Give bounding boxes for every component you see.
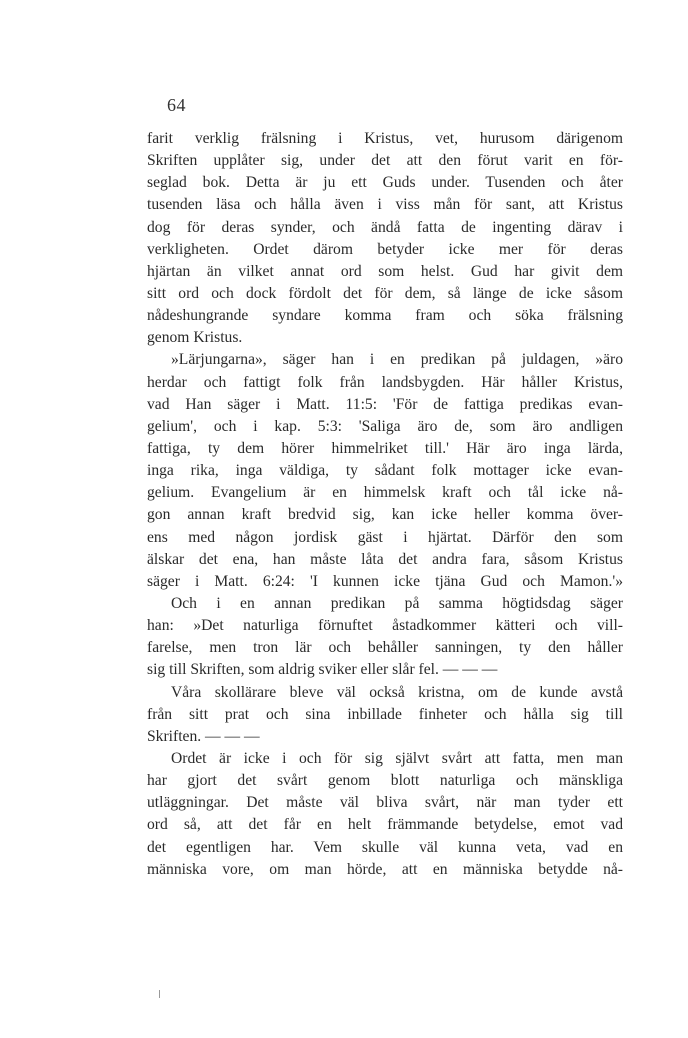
- text-line: verkligheten. Ordet därom betyder icke mer för deras: [147, 240, 623, 258]
- text-line: från sitt prat och sina inbillade finheter och hålla sig till: [147, 705, 623, 723]
- text-line: han: »Det naturliga förnuftet åstadkommer kätteri och vill-: [147, 617, 623, 635]
- text-line: älskar det ena, han måste låta det andra fara, såsom Kristus: [147, 550, 623, 568]
- body-text: [147, 128, 623, 881]
- text-line: farit verklig frälsning i Kristus, vet, hurusom därigenom: [147, 130, 623, 147]
- text-line: Ordet är icke i och för sig självt svårt att fatta, men man: [171, 749, 623, 767]
- text-line: människa vore, om man hörde, att en människa betydde nå-: [147, 860, 623, 878]
- text-line: seglad bok. Detta är ju ett Guds under. Tusenden och åter: [147, 174, 623, 192]
- text-line: utläggningar. Det måste väl bliva svårt, när man tyder ett: [147, 794, 623, 812]
- text-line: säger i Matt. 6:24: 'I kunnen icke tjäna Gud och Mamon.'»: [147, 572, 623, 590]
- text-line: inga rika, inga väldiga, ty sådant folk mottager icke evan-: [147, 462, 623, 480]
- text-line: ord så, att det får en helt främmande betydelse, emot vad: [147, 816, 623, 834]
- text-line: Skriften. — — —: [147, 727, 260, 745]
- text-line: hjärtan än vilket annat ord som helst. Gud har givit dem: [147, 262, 623, 280]
- text-line: gon annan kraft bredvid sig, kan icke heller komma över-: [147, 506, 623, 524]
- text-line: »Lärjungarna», säger han i en predikan på juldagen, »äro: [171, 351, 623, 369]
- text-line: farelse, men tron lär och behåller sanningen, ty den håller: [147, 639, 623, 657]
- text-line: det egentligen har. Vem skulle väl kunna veta, vad en: [147, 838, 623, 856]
- text-line: ens med någon jordisk gäst i hjärtat. Därför den som: [147, 528, 623, 546]
- text-line: Våra skollärare bleve väl också kristna, om de kunde avstå: [171, 683, 623, 701]
- text-line: dog för deras synder, och ändå fatta de ingenting därav i: [147, 218, 623, 236]
- text-line: sig till Skriften, som aldrig sviker eller slår fel. — — —: [147, 661, 498, 679]
- text-line: Skriften upplåter sig, under det att den förut varit en för-: [147, 152, 623, 170]
- text-line: sitt ord och dock fördolt det för dem, så länge de icke såsom: [147, 284, 623, 302]
- text-line: vad Han säger i Matt. 11:5: 'För de fattiga predikas evan-: [147, 395, 623, 413]
- text-line: har gjort det svårt genom blott naturliga och mänskliga: [147, 772, 623, 790]
- text-line: nådeshungrande syndare komma fram och söka frälsning: [147, 307, 623, 325]
- text-line: Och i en annan predikan på samma högtidsdag säger: [171, 594, 623, 612]
- text-line: fattiga, ty dem hörer himmelriket till.' Här äro inga lärda,: [147, 439, 623, 457]
- stray-mark: [159, 990, 160, 998]
- text-line: tusenden läsa och hålla även i viss mån för sant, att Kristus: [147, 196, 623, 214]
- text-line: herdar och fattigt folk från landsbygden. Här håller Kristus,: [147, 373, 623, 391]
- text-line: gelium', och i kap. 5:3: 'Saliga äro de, som äro andligen: [147, 417, 623, 435]
- text-line: gelium. Evangelium är en himmelsk kraft och tål icke nå-: [147, 484, 623, 502]
- page-number: 64: [167, 95, 186, 115]
- text-line: genom Kristus.: [147, 329, 243, 347]
